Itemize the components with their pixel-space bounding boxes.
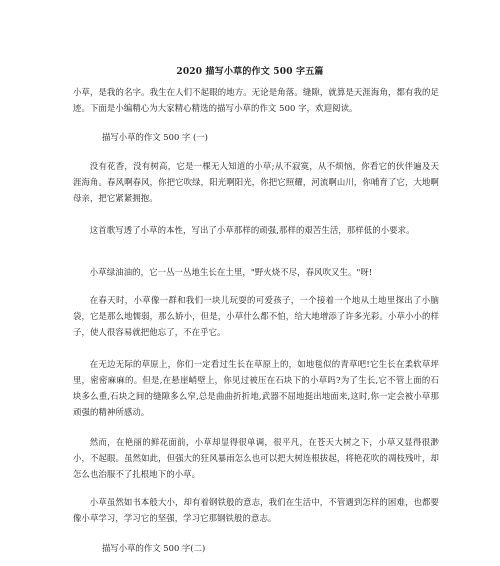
section-heading-2: 描写小草的作文 500 字(二) (102, 543, 206, 553)
paragraph: 在无边无际的草原上，你们一定看过生长在草原上的，如地毯似的青草吧!它生长在柔软草坪里，密密麻麻的。但是,在悬崖峭壁上，你见过被压在石块下的小草吗?为了生长,它不管上面的石块多么重,石块之间的缝隙多么窄,总是曲曲折折地,武器不屈地挺出地面来,这时,你一定会被小草那顽强的精神所感动。 (73, 359, 439, 417)
paragraph: 没有花香，没有树高，它是一棵无人知道的小草;从不寂寞，从不烦恼，你看它的伙伴遍及天涯海角。春风啊春风，你把它吹绿，阳光啊阳光，你把它照耀，河流啊山川，你哺育了它，大地啊母亲，把它紧紧拥抱。 (73, 161, 439, 203)
paragraph: 小草绿油油的，它一丛一丛地生长在土里，"野火烧不尽，春风吹又生。"呀! (89, 267, 373, 277)
paragraph: 这首歌写透了小草的本性，写出了小草那样的顽强,那样的艰苦生活，那样低的小要求。 (89, 225, 415, 235)
paragraph: 在春天时，小草像一群和我们一块儿玩耍的可爱孩子，一个接着一个地从土地里探出了小脑袋，它是那么地懦弱，那么娇小，但是，小草什么都不怕，给大地增添了许多光彩。小草小小的样子，使人很容易就把他忘了，不在乎它。 (73, 295, 439, 337)
intro-paragraph: 小草，是我的名字。我生在人们不起眼的地方。无论是角落。缝隙，就算是天涯海角，都有我的足迹。下面是小编精心为大家精心精选的描写小草的作文 500 字，欢迎阅读。 (73, 87, 439, 113)
paragraph: 然而，在艳丽的鲜花面前，小草却显得很单调，很平凡，在苍天大树之下，小草又显得很渺小，不起眼。虽然如此，但强大的狂风暴雨怎么也可以把大树连根拔起，将艳花吹的凋枝残叶，却怎么也治服不了扎根地下的小草。 (73, 437, 439, 479)
paragraph: 小草虽然如书本般大小，却有着钢铁般的意志，我们在生活中，不管遇到怎样的困难，也都要像小草学习，学习它的坚强，学习它那钢铁般的意志。 (73, 497, 439, 523)
section-heading-1: 描写小草的作文 500 字 (一) (102, 132, 208, 142)
document-title: 2020 描写小草的作文 500 字五篇 (176, 67, 324, 77)
